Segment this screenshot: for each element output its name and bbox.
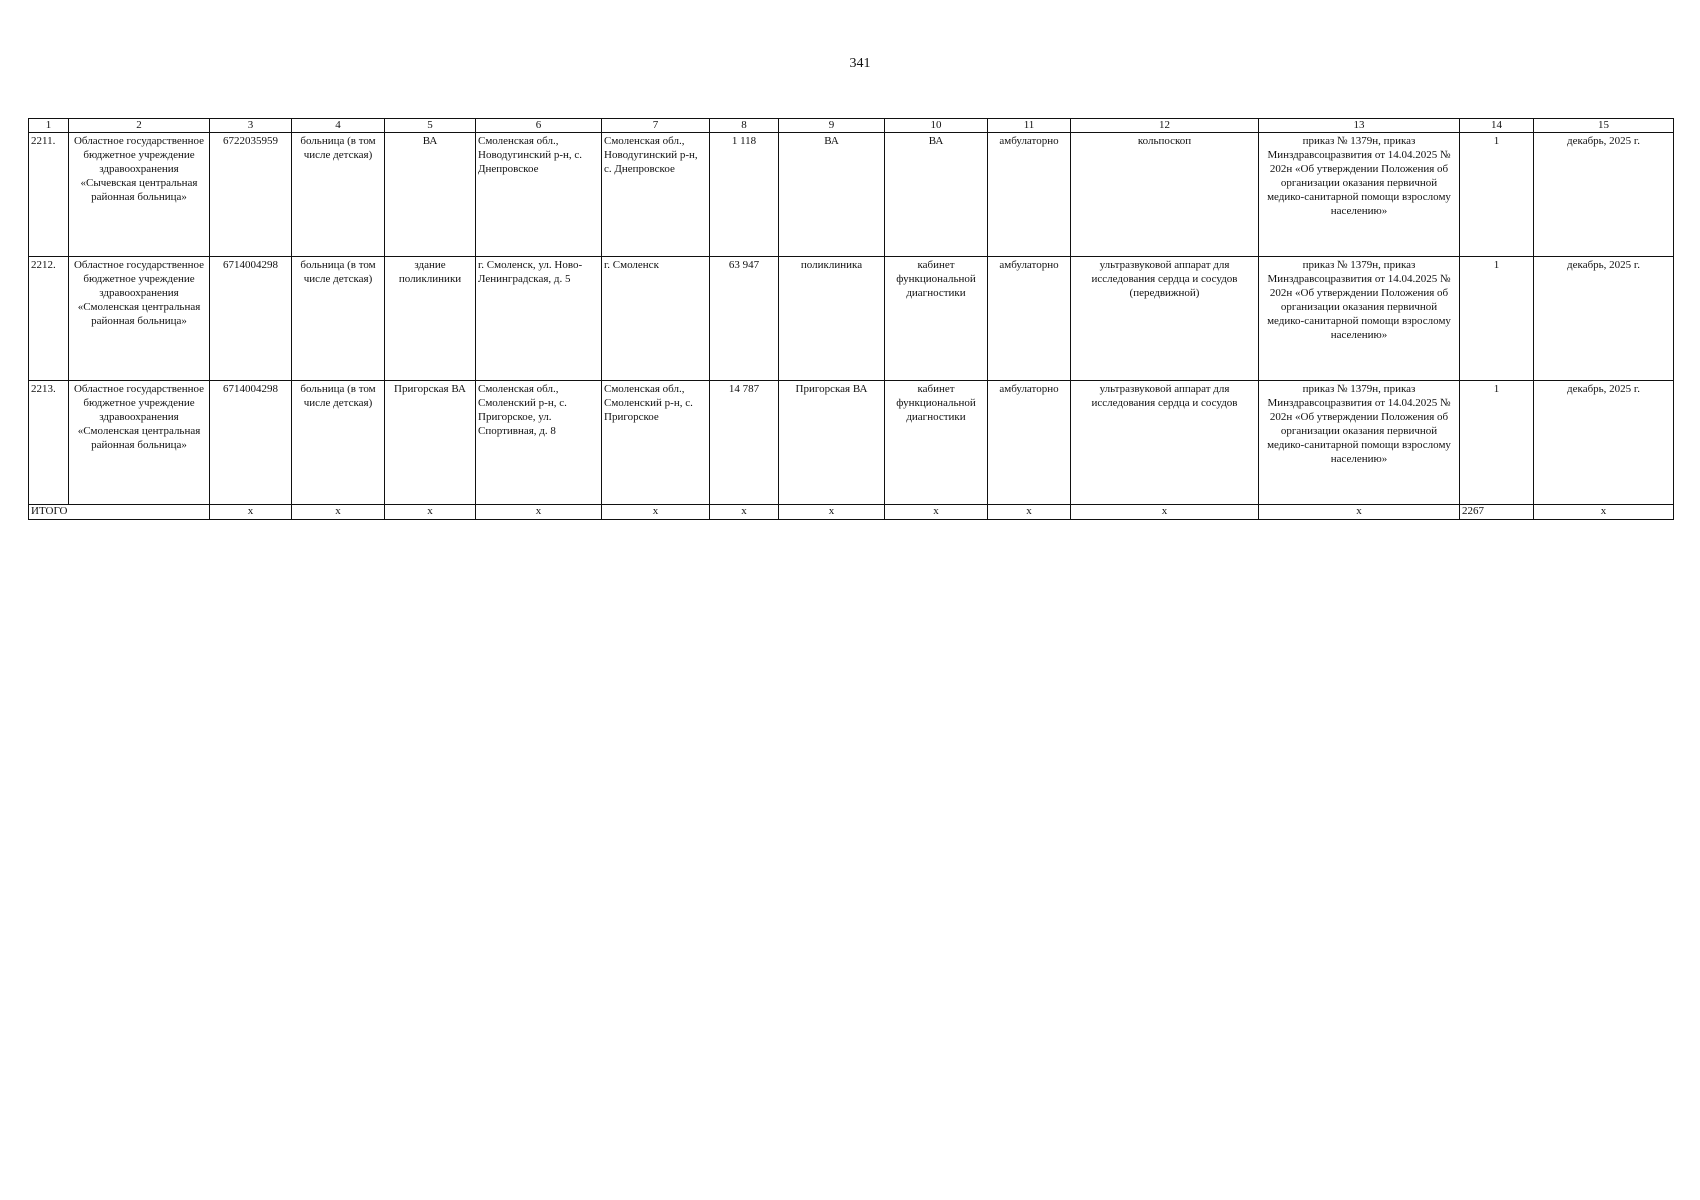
inn: 6714004298 [210,381,292,505]
header-col-9: 9 [779,119,885,133]
deadline: декабрь, 2025 г. [1534,257,1674,381]
facility-type: больница (в том числе детская) [292,381,385,505]
equipment-name: ультразвуковой аппарат для исследования сердца и сосудов (передвижной) [1071,257,1259,381]
institution-name: Областное государственное бюджетное учреждение здравоохранения «Смоленская центральная районная больница» [69,381,210,505]
header-col-2: 2 [69,119,210,133]
total-col-13: x [1259,505,1460,520]
header-col-4: 4 [292,119,385,133]
care-conditions: амбулаторно [988,257,1071,381]
building-type: ВА [385,133,476,257]
total-col-15: x [1534,505,1674,520]
table-row [29,257,1674,381]
total-row [29,505,1674,520]
settlement: г. Смоленск [602,257,710,381]
department: кабинет функциональной диагностики [885,381,988,505]
total-col-12: x [1071,505,1259,520]
header-col-11: 11 [988,119,1071,133]
header-col-6: 6 [476,119,602,133]
subdivision: поликлиника [779,257,885,381]
facility-type: больница (в том числе детская) [292,133,385,257]
total-col-6: x [476,505,602,520]
table-row [29,133,1674,257]
total-col-5: x [385,505,476,520]
building-type: здание поликлиники [385,257,476,381]
total-quantity: 2267 [1460,505,1534,520]
deadline: декабрь, 2025 г. [1534,381,1674,505]
total-col-8: x [710,505,779,520]
total-col-4: x [292,505,385,520]
inn: 6722035959 [210,133,292,257]
regulation: приказ № 1379н, приказ Минздравсоцразвития от 14.04.2025 № 202н «Об утверждении Положения об организации оказания первичной медико-санитарной помощи взрослому населению» [1259,133,1460,257]
header-col-10: 10 [885,119,988,133]
header-col-8: 8 [710,119,779,133]
subdivision: ВА [779,133,885,257]
quantity: 1 [1460,381,1534,505]
header-col-3: 3 [210,119,292,133]
institution-name: Областное государственное бюджетное учреждение здравоохранения «Сычевская центральная районная больница» [69,133,210,257]
quantity: 1 [1460,257,1534,381]
header-col-15: 15 [1534,119,1674,133]
equipment-name: ультразвуковой аппарат для исследования сердца и сосудов [1071,381,1259,505]
address: Смоленская обл., Смоленский р-н, с. Пригорское, ул. Спортивная, д. 8 [476,381,602,505]
header-col-5: 5 [385,119,476,133]
header-col-12: 12 [1071,119,1259,133]
care-conditions: амбулаторно [988,381,1071,505]
header-col-7: 7 [602,119,710,133]
institution-name: Областное государственное бюджетное учреждение здравоохранения «Смоленская центральная районная больница» [69,257,210,381]
address: Смоленская обл., Новодугинский р-н, с. Днепровское [476,133,602,257]
facility-type: больница (в том числе детская) [292,257,385,381]
header-col-1: 1 [29,119,69,133]
header-row [29,119,1674,133]
total-label: ИТОГО [29,505,210,520]
population: 63 947 [710,257,779,381]
address: г. Смоленск, ул. Ново-Ленинградская, д. 5 [476,257,602,381]
equipment-name: кольпоскоп [1071,133,1259,257]
population: 14 787 [710,381,779,505]
table-body [29,133,1674,520]
table-header [29,119,1674,133]
row-number: 2213. [29,381,69,505]
total-col-11: x [988,505,1071,520]
care-conditions: амбулаторно [988,133,1071,257]
total-col-10: x [885,505,988,520]
regulation: приказ № 1379н, приказ Минздравсоцразвития от 14.04.2025 № 202н «Об утверждении Положения об организации оказания первичной медико-санитарной помощи взрослому населению» [1259,257,1460,381]
department: кабинет функциональной диагностики [885,257,988,381]
header-col-13: 13 [1259,119,1460,133]
building-type: Пригорская ВА [385,381,476,505]
table-row [29,381,1674,505]
page-number: 341 [849,56,871,71]
settlement: Смоленская обл., Новодугинский р-н, с. Днепровское [602,133,710,257]
total-col-7: x [602,505,710,520]
quantity: 1 [1460,133,1534,257]
regulation: приказ № 1379н, приказ Минздравсоцразвития от 14.04.2025 № 202н «Об утверждении Положения об организации оказания первичной медико-санитарной помощи взрослому населению» [1259,381,1460,505]
settlement: Смоленская обл., Смоленский р-н, с. Пригорское [602,381,710,505]
subdivision: Пригорская ВА [779,381,885,505]
total-col-3: x [210,505,292,520]
inn: 6714004298 [210,257,292,381]
deadline: декабрь, 2025 г. [1534,133,1674,257]
row-number: 2212. [29,257,69,381]
row-number: 2211. [29,133,69,257]
department: ВА [885,133,988,257]
population: 1 118 [710,133,779,257]
equipment-table [28,118,1674,520]
header-col-14: 14 [1460,119,1534,133]
total-col-9: x [779,505,885,520]
